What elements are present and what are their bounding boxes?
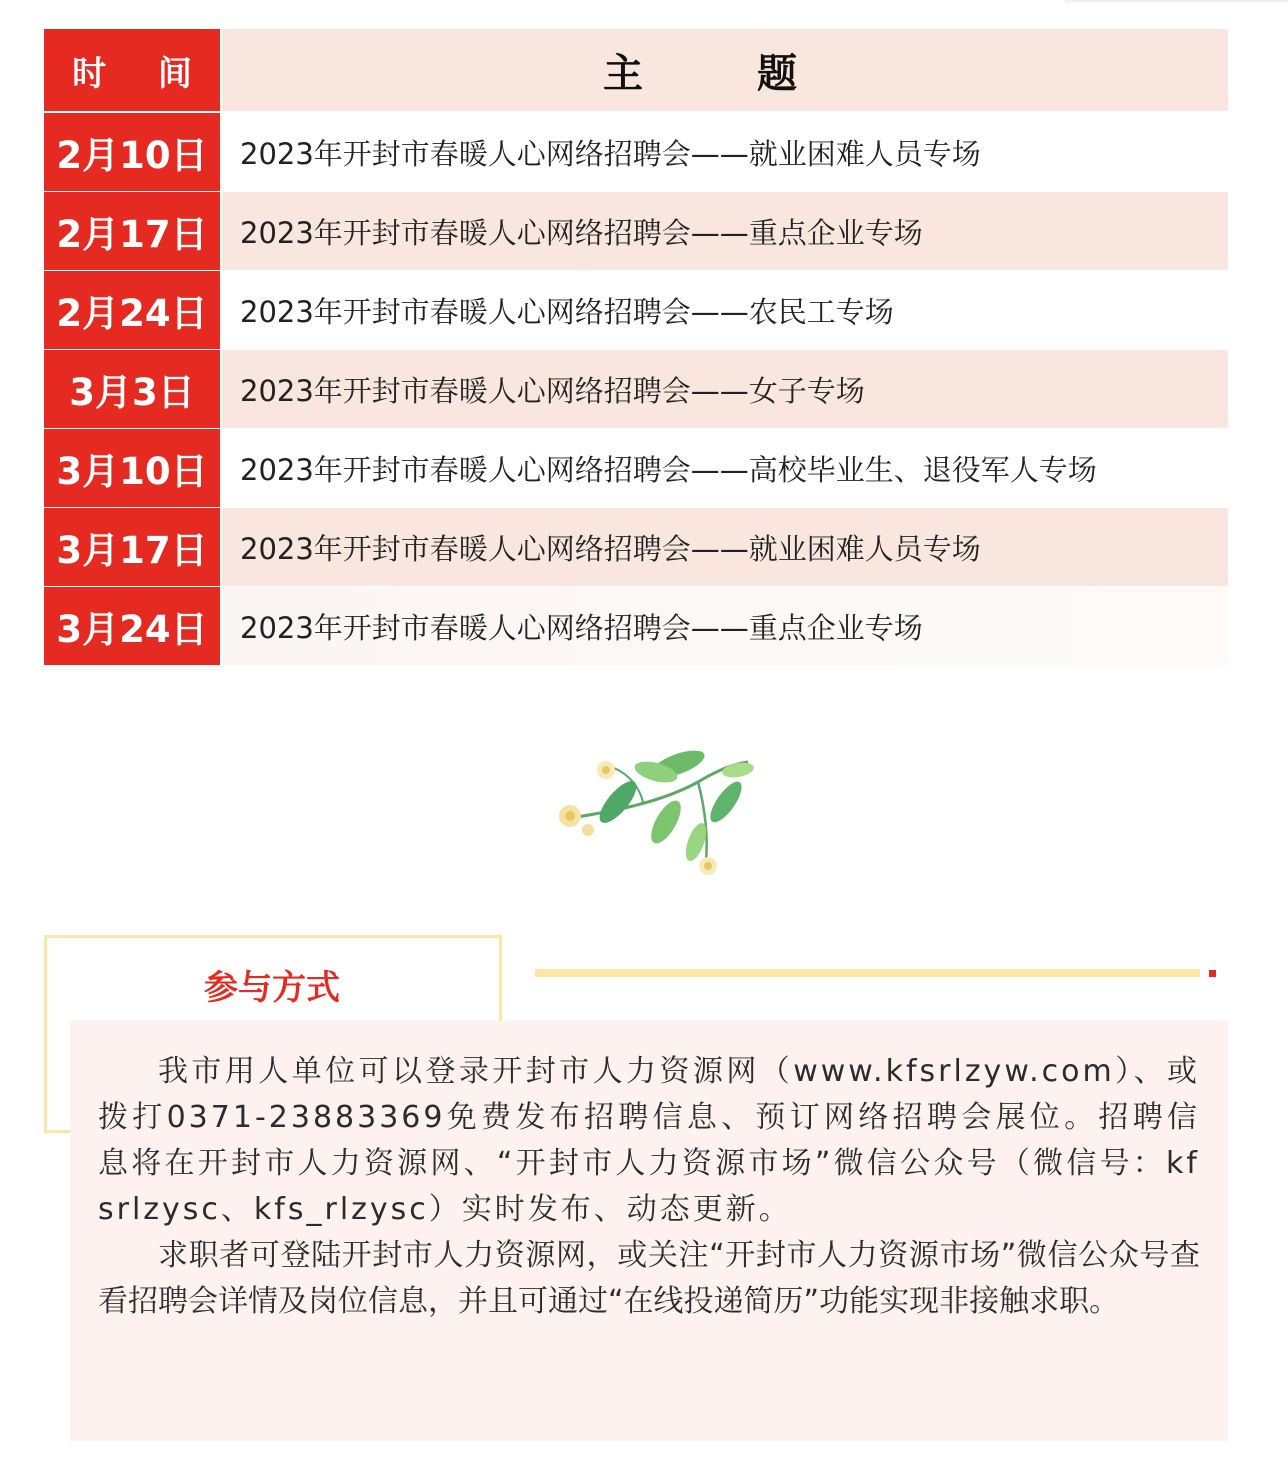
row-topic: 2023年开封市春暖人心网络招聘会——就业困难人员专场	[222, 508, 1228, 586]
flower-branch-icon	[548, 742, 758, 882]
row-date: 3月10日	[44, 429, 220, 507]
table-header	[44, 29, 1228, 111]
row-date: 3月3日	[44, 350, 220, 428]
section-title: 参与方式	[204, 968, 340, 1008]
jobseeker-paragraph: 求职者可登陆开封市人力资源网，或关注“开封市人力资源市场”微信公众号查看招聘会详情及岗位信息，并且可通过“在线投递简历”功能实现非接触求职。	[98, 1238, 1200, 1319]
time-header: 时 间	[44, 29, 220, 111]
table-row	[44, 113, 1228, 191]
employer-paragraph: 我市用人单位可以登录开封市人力资源网（www.kfsrlzyw.com）、或拨打0371-23883369免费发布招聘信息、预订网络招聘会展位。招聘信息将在开封市人力资源网、“开封市人力资源市场”微信公众号（微信号：kfsrlzysc、kfs_rlzysc）实时发布、动态更新。	[98, 1054, 1200, 1227]
table-row	[44, 192, 1228, 270]
table-row	[44, 429, 1228, 507]
row-topic: 2023年开封市春暖人心网络招聘会——重点企业专场	[222, 192, 1228, 270]
row-topic: 2023年开封市春暖人心网络招聘会——重点企业专场	[222, 587, 1228, 665]
schedule-table	[44, 29, 1228, 666]
table-row	[44, 587, 1228, 665]
row-date: 2月24日	[44, 271, 220, 349]
row-date: 3月17日	[44, 508, 220, 586]
row-date: 2月17日	[44, 192, 220, 270]
participation-info-box	[70, 1021, 1228, 1441]
row-date: 2月10日	[44, 113, 220, 191]
divider-dot	[1209, 970, 1216, 977]
title-divider	[535, 969, 1200, 977]
row-topic: 2023年开封市春暖人心网络招聘会——就业困难人员专场	[222, 113, 1228, 191]
top-edge-shadow	[1065, 0, 1288, 4]
table-row	[44, 350, 1228, 428]
row-topic: 2023年开封市春暖人心网络招聘会——农民工专场	[222, 271, 1228, 349]
table-row	[44, 271, 1228, 349]
row-date: 3月24日	[44, 587, 220, 665]
topic-header: 主 题	[222, 29, 1228, 111]
row-topic: 2023年开封市春暖人心网络招聘会——高校毕业生、退役军人专场	[222, 429, 1228, 507]
table-row	[44, 508, 1228, 586]
row-topic: 2023年开封市春暖人心网络招聘会——女子专场	[222, 350, 1228, 428]
